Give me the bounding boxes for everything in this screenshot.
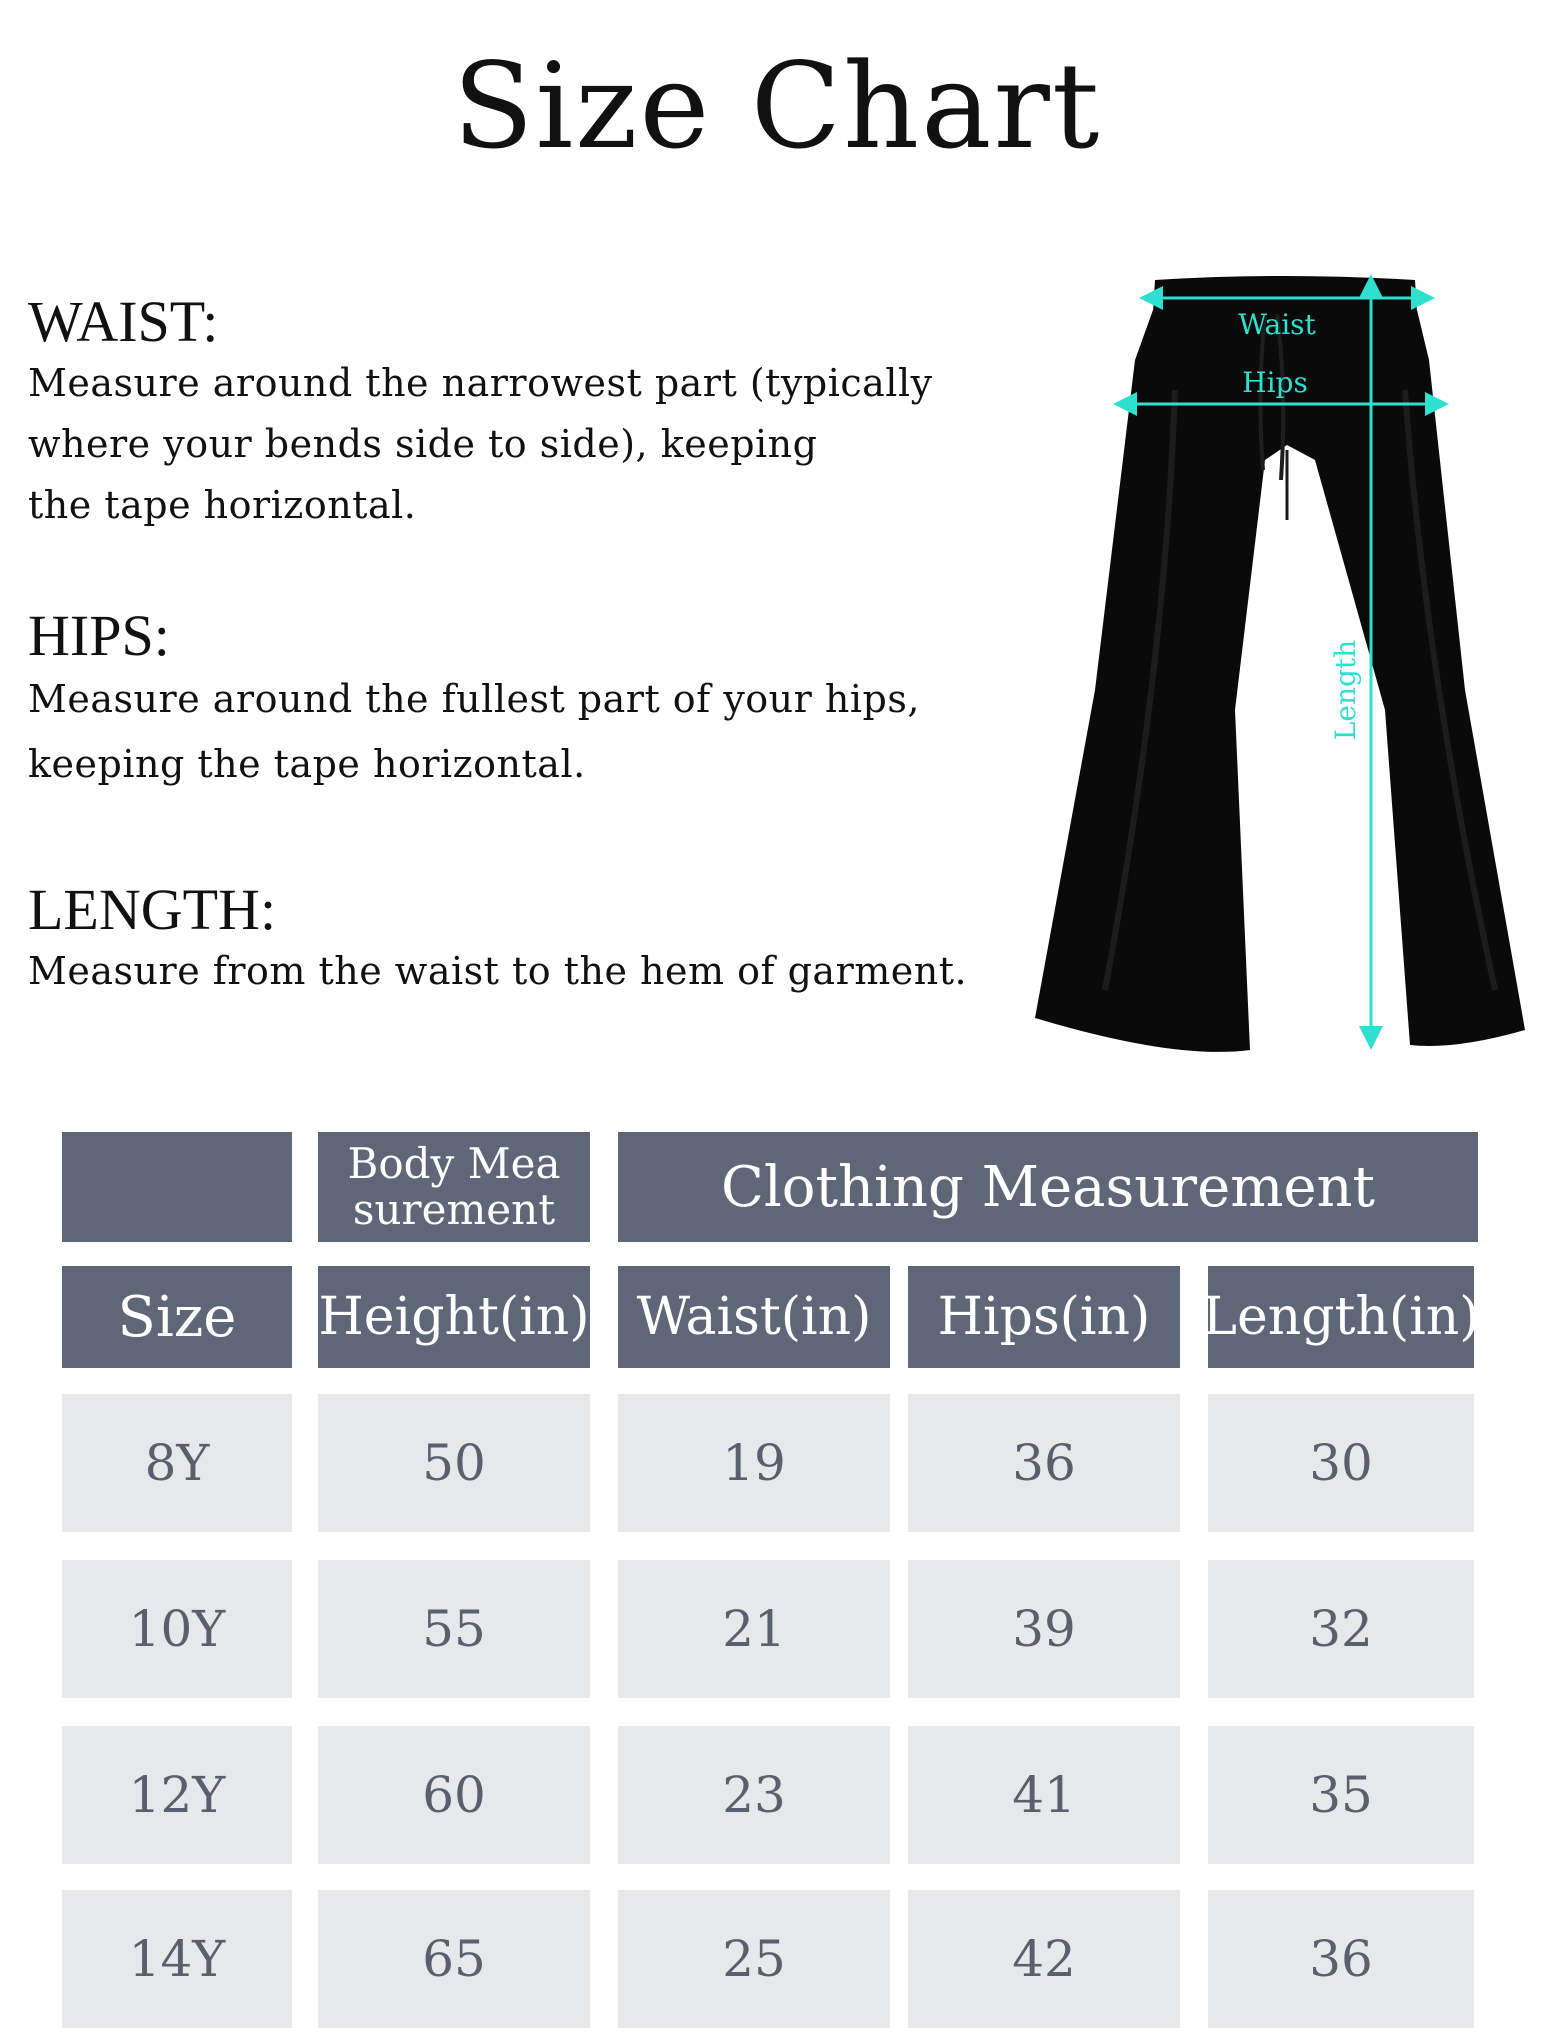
table-cell-hips: 36 <box>908 1394 1180 1532</box>
column-header-waist: Waist(in) <box>618 1266 890 1368</box>
waist-description-line: Measure around the narrowest part (typically <box>28 360 933 405</box>
table-cell-size: 10Y <box>62 1560 292 1698</box>
column-header-length: Length(in) <box>1208 1266 1474 1368</box>
length-description-line: Measure from the waist to the hem of garment. <box>28 948 968 993</box>
table-group-header-empty <box>62 1132 292 1242</box>
body-header-line: surement <box>352 1185 556 1234</box>
waist-description-line: the tape horizontal. <box>28 482 417 527</box>
waist-diagram-label: Waist <box>1238 308 1316 341</box>
waist-description-line: where your bends side to side), keeping <box>28 421 818 466</box>
length-description <box>28 941 1028 1002</box>
pants-measurement-diagram <box>1025 270 1535 1060</box>
page-title: Size Chart <box>452 37 1102 175</box>
table-cell-length: 32 <box>1208 1560 1474 1698</box>
table-cell-waist: 21 <box>618 1560 890 1698</box>
body-header-line: Body Mea <box>347 1139 561 1188</box>
hips-description-line: keeping the tape horizontal. <box>28 741 586 786</box>
table-cell-hips: 39 <box>908 1560 1180 1698</box>
table-cell-height: 65 <box>318 1890 590 2028</box>
table-cell-size: 12Y <box>62 1726 292 1864</box>
table-cell-height: 55 <box>318 1560 590 1698</box>
table-cell-height: 50 <box>318 1394 590 1532</box>
table-cell-hips: 42 <box>908 1890 1180 2028</box>
table-cell-length: 30 <box>1208 1394 1474 1532</box>
column-header-height: Height(in) <box>318 1266 590 1368</box>
table-group-header-clothing: Clothing Measurement <box>618 1132 1478 1242</box>
table-cell-size: 14Y <box>62 1890 292 2028</box>
table-cell-waist: 19 <box>618 1394 890 1532</box>
waist-heading: WAIST: <box>28 289 219 354</box>
hips-description <box>28 667 1028 797</box>
hips-description-line: Measure around the fullest part of your hips, <box>28 676 920 721</box>
waist-instructions <box>28 289 1028 536</box>
hips-diagram-label: Hips <box>1242 366 1308 399</box>
column-header-size: Size <box>62 1266 292 1368</box>
table-group-header-body <box>318 1132 590 1242</box>
table-cell-waist: 23 <box>618 1726 890 1864</box>
table-cell-hips: 41 <box>908 1726 1180 1864</box>
table-cell-length: 36 <box>1208 1890 1474 2028</box>
table-cell-length: 35 <box>1208 1726 1474 1864</box>
table-cell-waist: 25 <box>618 1890 890 2028</box>
table-cell-size: 8Y <box>62 1394 292 1532</box>
hips-instructions <box>28 603 1028 797</box>
table-cell-height: 60 <box>318 1726 590 1864</box>
length-heading: LENGTH: <box>28 877 277 942</box>
length-diagram-label: Length <box>1329 639 1362 741</box>
column-header-hips: Hips(in) <box>908 1266 1180 1368</box>
hips-heading: HIPS: <box>28 603 170 668</box>
length-instructions <box>28 877 1028 1002</box>
waist-description <box>28 353 1008 536</box>
